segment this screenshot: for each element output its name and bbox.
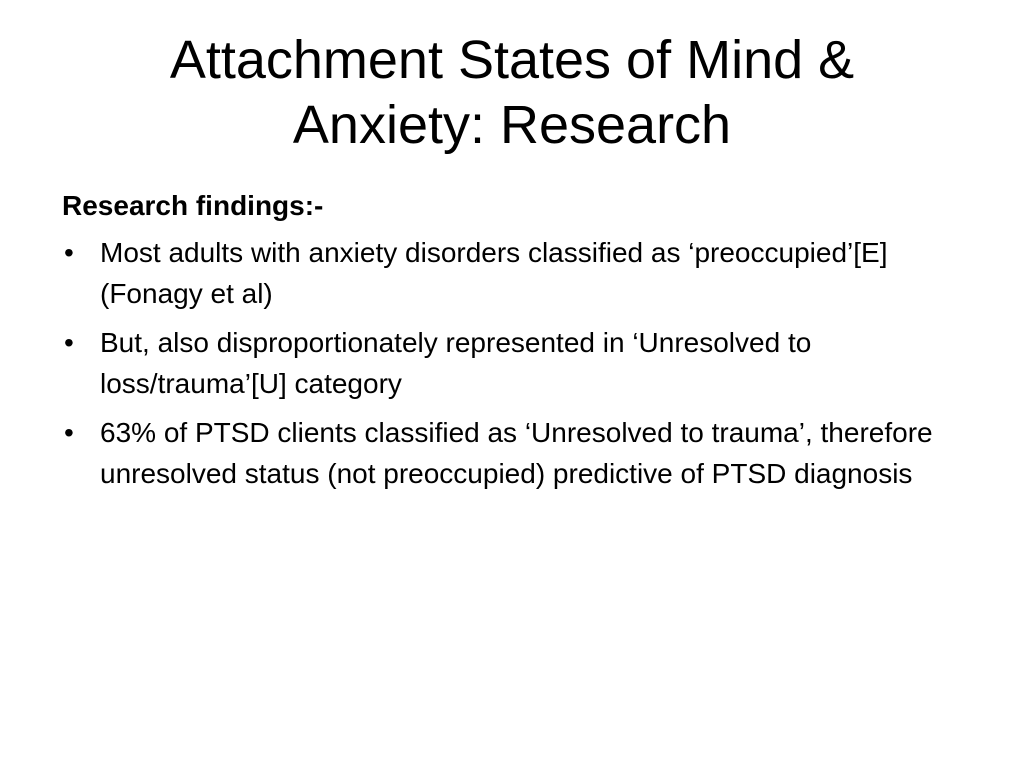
bullet-dot-icon: •: [64, 327, 74, 358]
slide-title-line-1: Attachment States of Mind &: [169, 30, 855, 90]
bullet-item: [62, 322, 962, 404]
bullet-text: Most adults with anxiety disorders classified as ‘preoccupied’[E] (Fonagy et al): [100, 237, 888, 309]
bullet-text: 63% of PTSD clients classified as ‘Unresolved to trauma’, therefore unresolved status (not preoccupied) predictive of PTSD diagnosis: [100, 417, 933, 489]
bullet-dot-icon: •: [64, 417, 74, 448]
bullet-list: [62, 232, 962, 494]
slide-title-line-2: Anxiety: Research: [292, 95, 732, 155]
slide-title: [60, 28, 964, 158]
bullet-text: But, also disproportionately represented in ‘Unresolved to loss/trauma’[U] category: [100, 327, 812, 399]
bullet-item: [62, 232, 962, 314]
bullet-dot-icon: •: [64, 237, 74, 268]
subheading: Research findings:-: [62, 190, 324, 221]
bullet-item: [62, 412, 962, 494]
slide-body: [62, 188, 962, 502]
